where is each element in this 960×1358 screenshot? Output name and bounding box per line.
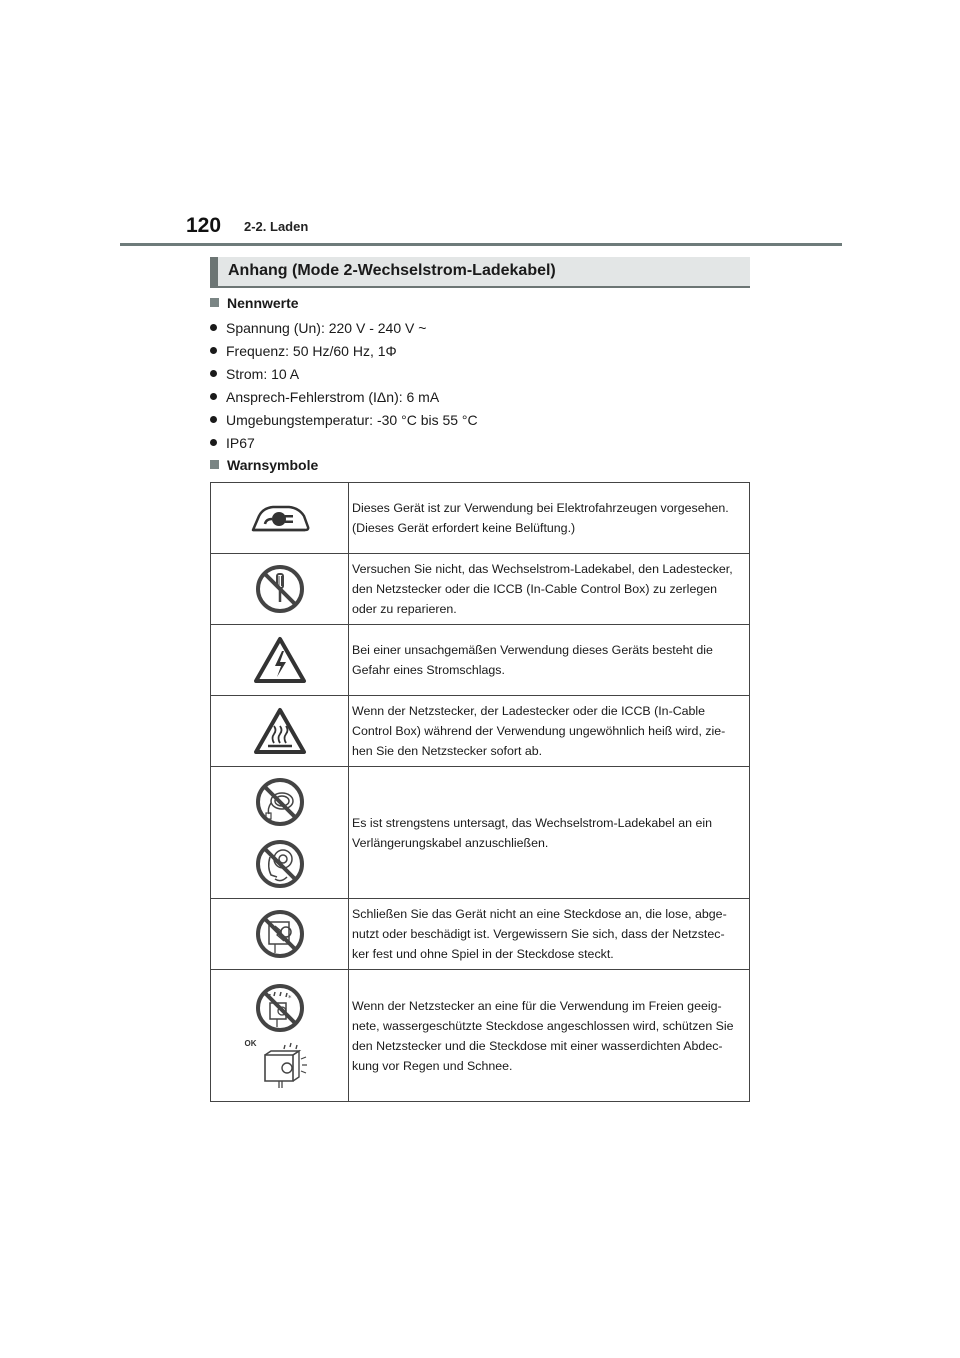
description-line: Versuchen Sie nicht, das Wechselstrom-Ladekabel, den Ladestecker, [352, 562, 733, 576]
icon-cell [211, 483, 349, 554]
svg-text:*: * [287, 993, 291, 1002]
description-line: Dieses Gerät ist zur Verwendung bei Elektrofahrzeugen vorgesehen. [352, 501, 729, 515]
description-cell [349, 970, 750, 1102]
icon-cell [211, 554, 349, 625]
warning-symbols-table [210, 482, 750, 1102]
description-line: den Netzstecker oder die ICCB (In-Cable Control Box) zu zerlegen [352, 582, 718, 596]
rating-text: Umgebungstemperatur: -30 °C bis 55 °C [226, 411, 478, 428]
icon-cell [211, 899, 349, 970]
icon-cell [211, 970, 349, 1102]
ratings-heading-text: Nennwerte [227, 295, 299, 311]
bullet-dot-icon [210, 393, 217, 400]
rating-text: Strom: 10 A [226, 365, 300, 382]
description-cell [349, 767, 750, 899]
list-item [210, 339, 478, 362]
description-line: Es ist strengstens untersagt, das Wechselstrom-Ladekabel an ein [352, 815, 712, 830]
no-extension-cord-icon [255, 839, 305, 889]
bullet-dot-icon [210, 324, 217, 331]
electric-shock-warning-icon [253, 635, 307, 685]
section-title-box [210, 257, 750, 288]
rating-text: Frequenz: 50 Hz/60 Hz, 1Φ [226, 342, 397, 359]
section-title: Anhang (Mode 2-Wechselstrom-Ladekabel) [228, 262, 556, 279]
list-item [210, 408, 478, 431]
ratings-list [210, 316, 478, 454]
table-row [211, 554, 750, 625]
no-disassembly-icon [255, 564, 305, 614]
table-row [211, 696, 750, 767]
description-line: Wenn der Netzstecker an eine für die Verwendung im Freien geeig- [352, 998, 722, 1013]
description-cell [349, 899, 750, 970]
description-line: kung vor Regen und Schnee. [352, 1058, 513, 1073]
description-line: den Netzstecker und die Steckdose mit einer wasserdichten Abdec- [352, 1038, 723, 1053]
list-item [210, 362, 478, 385]
table-row [211, 483, 750, 554]
list-item [210, 316, 478, 339]
ratings-heading [210, 295, 299, 311]
ok-label: OK [244, 1038, 257, 1048]
icon-cell [211, 625, 349, 696]
ev-plug-car-icon [249, 500, 311, 536]
description-line: oder zu reparieren. [352, 602, 457, 616]
description-cell [349, 625, 750, 696]
no-cable-reel-icon [255, 777, 305, 827]
square-bullet-icon [210, 460, 219, 469]
rating-text: Spannung (Un): 220 V - 240 V ~ [226, 319, 427, 336]
description-line: nutzt oder beschädigt ist. Vergewissern Sie sich, dass der Netzstec- [352, 927, 725, 941]
header-rule [120, 243, 842, 246]
warnings-heading-text: Warnsymbole [227, 457, 319, 473]
warnings-heading [210, 457, 318, 473]
description-line: Control Box) während der Verwendung ungewöhnlich heiß wird, zie- [352, 724, 726, 738]
bullet-dot-icon [210, 370, 217, 377]
table-row [211, 625, 750, 696]
description-line: Verlängerungskabel anzuschließen. [352, 835, 549, 850]
description-cell [349, 483, 750, 554]
section-label: 2-2. Laden [244, 219, 309, 234]
rating-text: Ansprech-Fehlerstrom (IΔn): 6 mA [226, 388, 440, 405]
description-line: Gefahr eines Stromschlags. [352, 663, 505, 677]
no-rain-unprotected-socket-icon [255, 983, 305, 1033]
description-line: (Dieses Gerät erfordert keine Belüftung.) [352, 521, 576, 535]
page-number: 120 [186, 214, 222, 237]
no-damaged-socket-icon [255, 909, 305, 959]
description-line: Bei einer unsachgemäßen Verwendung dieses Geräts besteht die [352, 643, 713, 657]
description-line: nete, wassergeschützte Steckdose angeschlossen wird, schützen Sie [352, 1018, 734, 1033]
description-cell [349, 554, 750, 625]
description-line: ker fest und ohne Spiel in der Steckdose steckt. [352, 947, 614, 961]
ok-protected-socket-icon [255, 1041, 315, 1089]
icon-cell [211, 767, 349, 899]
description-line: hen Sie den Netzstecker sofort ab. [352, 744, 543, 758]
icon-cell [211, 696, 349, 767]
description-line: Wenn der Netzstecker, der Ladestecker oder die ICCB (In-Cable [352, 704, 706, 718]
hot-surface-warning-icon [253, 706, 307, 756]
bullet-dot-icon [210, 439, 217, 446]
description-line: Schließen Sie das Gerät nicht an eine Steckdose an, die lose, abge- [352, 907, 727, 921]
table-row [211, 767, 750, 899]
list-item [210, 431, 478, 454]
rating-text: IP67 [226, 434, 255, 451]
list-item [210, 385, 478, 408]
bullet-dot-icon [210, 416, 217, 423]
bullet-dot-icon [210, 347, 217, 354]
table-row [211, 899, 750, 970]
table-row [211, 970, 750, 1102]
description-cell [349, 696, 750, 767]
square-bullet-icon [210, 298, 219, 307]
